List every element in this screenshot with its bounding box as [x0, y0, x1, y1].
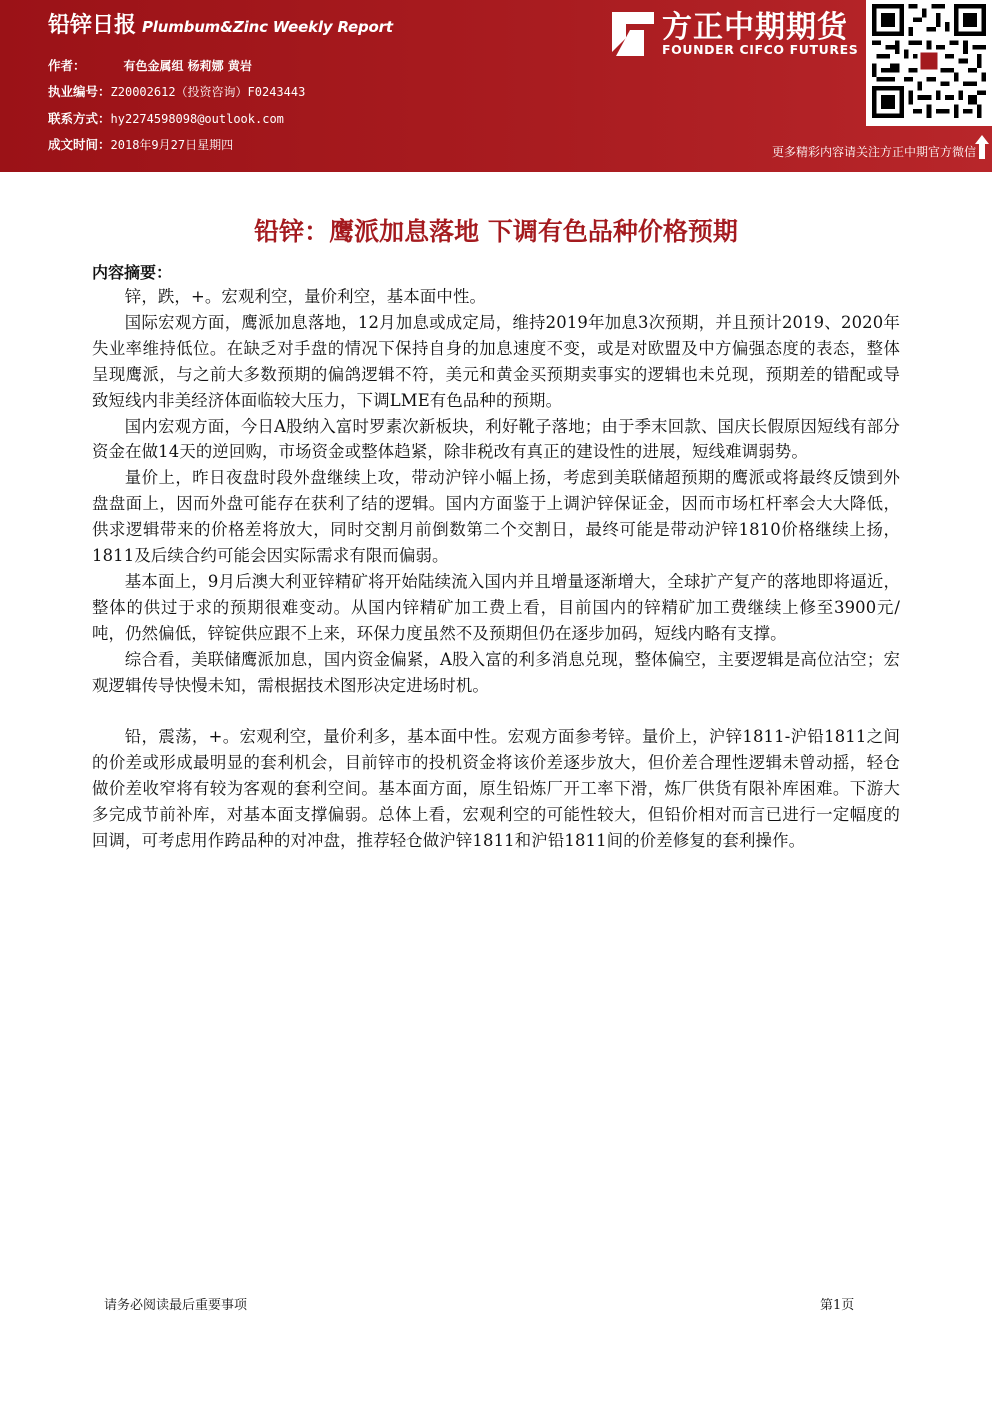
contact-label: 联系方式：	[48, 111, 111, 126]
paragraph-lead-summary: 铅，震荡，+。宏观利空，量价利多，基本面中性。宏观方面参考锌。量价上，沪锌1811-沪铅1811之间的价差或形成最明显的套利机会，目前锌市的投机资金将该价差逐步放大，但价差合理性逻辑未曾动摇，轻仓做价差收窄将有较为客观的套利空间。基本面方面，原生铅炼厂开工率下滑，炼厂供货有限补库困难。下游大多完成节前补库，对基本面支撑偏弱。总体上看，宏观利空的可能性较大，但铅价相对而言已进行一定幅度的回调，可考虑用作跨品种的对冲盘，推荐轻仓做沪锌1811和沪铅1811间的价差修复的套利操作。	[92, 727, 900, 851]
abstract-content	[92, 284, 900, 854]
report-name-en: Plumbum&Zinc Weekly Report	[142, 18, 393, 36]
arrow-up-icon	[974, 134, 990, 160]
author-label: 作者：	[48, 58, 86, 73]
page-number: 第1页	[820, 1298, 855, 1313]
header-banner	[0, 0, 992, 172]
paragraph-fundamentals: 基本面上，9月后澳大利亚锌精矿将开始陆续流入国内并且增量逐渐增大，全球扩产复产的落地即将逼近，整体的供过于求的预期很难变动。从国内锌精矿加工费上看，目前国内的锌精矿加工费继续上修至3900元/吨，仍然偏低，锌锭供应跟不上来，环保力度虽然不及预期但仍在逐步加码，短线内略有支撑。	[92, 571, 900, 643]
contact-value[interactable]: hy2274598098@outlook.com	[110, 112, 284, 126]
paragraph-conclusion: 综合看，美联储鹰派加息，国内资金偏紧，A股入富的利多消息兑现，整体偏空，主要逻辑是高位沽空；宏观逻辑传导快慢未知，需根据技术图形决定进场时机。	[92, 649, 900, 695]
paragraph-gap	[92, 699, 900, 725]
contact-row	[48, 109, 284, 127]
report-name	[48, 8, 393, 39]
date-label: 成文时间：	[48, 137, 111, 152]
paragraph-domestic-macro: 国内宏观方面，今日A股纳入富时罗素次新板块，利好靴子落地；由于季末回款、国庆长假原因短线有部分资金在做14天的逆回购，市场资金或整体趋紧，除非税改有真正的建设性的进展，短线难调弱势。	[92, 416, 900, 462]
company-name-en: FOUNDER CIFCO FUTURES	[662, 42, 859, 57]
paragraph-international-macro: 国际宏观方面，鹰派加息落地，12月加息或成定局，维持2019年加息3次预期，并且预计2019、2020年失业率维持低位。在缺乏对手盘的情况下保持自身的加息速度不变，或是对欧盟及中方偏强态度的表态，整体呈现鹰派，与之前大多数预期的偏鸽逻辑不符，美元和黄金买预期卖事实的逻辑也未兑现，预期差的错配或导致短线内非美经济体面临较大压力，下调LME有色品种的预期。	[92, 312, 900, 410]
author-value: 有色金属组 杨莉娜 黄岩	[123, 59, 252, 73]
qr-code-icon	[866, 0, 992, 126]
license-row	[48, 82, 305, 100]
paragraph-zinc-summary: 锌，跌，+。宏观利空，量价利空，基本面中性。	[124, 287, 487, 306]
report-name-cn: 铅锌日报	[48, 13, 137, 38]
paragraph-volume-price: 量价上，昨日夜盘时段外盘继续上攻，带动沪锌小幅上扬，考虑到美联储超预期的鹰派或将最终反馈到外盘盘面上，因而外盘可能存在获利了结的逻辑。国内方面鉴于上调沪锌保证金，因而市场杠杆率会大大降低，供求逻辑带来的价格差将放大，同时交割月前倒数第二个交割日，最终可能是带动沪锌1810价格继续上扬，1811及后续合约可能会因实际需求有限而偏弱。	[92, 468, 900, 566]
report-title: 铅锌：鹰派加息落地 下调有色品种价格预期	[254, 217, 738, 246]
company-name-cn: 方正中期期货	[662, 10, 848, 45]
founder-cifco-logo-icon	[604, 8, 656, 60]
date-row	[48, 135, 233, 153]
follow-wechat-text: 更多精彩内容请关注方正中期官方微信	[771, 145, 976, 159]
abstract-label: 内容摘要：	[92, 263, 173, 282]
author-row	[48, 56, 252, 74]
license-value: Z20002612（投资咨询）F0243443	[110, 85, 306, 99]
footer-notice: 请务必阅读最后重要事项	[104, 1298, 248, 1313]
date-value: 2018年9月27日星期四	[110, 138, 234, 152]
license-label: 执业编号：	[48, 84, 111, 99]
